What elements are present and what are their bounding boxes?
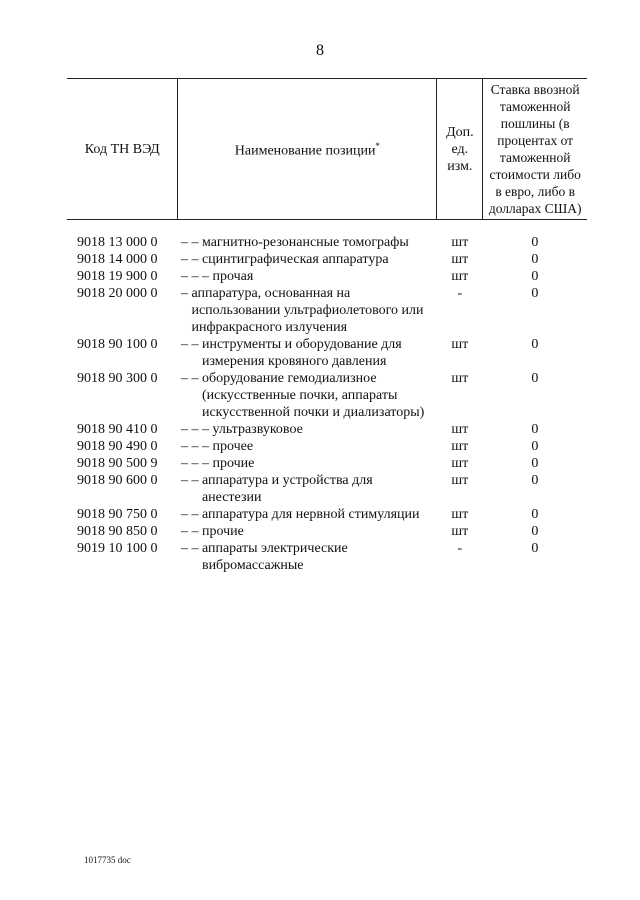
row-code: 9018 19 900 0 — [77, 269, 158, 284]
table-row — [67, 523, 587, 540]
row-name: магнитно-резонансные томографы — [201, 235, 409, 250]
row-name: аппаратура, основанная на использовании ультрафиолетового или инфракрасного излучения — [191, 286, 424, 335]
row-code: 9018 90 490 0 — [77, 439, 158, 454]
header-unit: Доп. ед. изм. — [437, 79, 483, 220]
row-name-cell — [178, 523, 437, 540]
row-name: аппаратура для нервной стимуляции — [201, 507, 420, 522]
row-rate: 0 — [531, 252, 539, 267]
row-level-dashes: – – — [180, 371, 202, 386]
row-rate: 0 — [531, 473, 539, 488]
row-level-dashes: – – — [180, 337, 202, 352]
page-number: 8 — [316, 42, 324, 59]
row-level-dashes: – – — [180, 541, 202, 556]
row-code: 9019 10 100 0 — [77, 541, 158, 556]
document-footer: 1017735 doc — [84, 855, 131, 865]
header-rate: Ставка ввозной таможенной пошлины (в процентах от таможенной стоимости либо в евро, либо в долларах США) — [483, 79, 587, 220]
row-unit: шт — [451, 456, 469, 471]
row-code: 9018 90 500 9 — [77, 456, 158, 471]
row-unit: шт — [451, 337, 469, 352]
row-level-dashes: – – — [180, 507, 202, 522]
row-unit: шт — [451, 371, 469, 386]
table-row — [67, 506, 587, 523]
row-level-dashes: – – — [180, 524, 202, 539]
row-code: 9018 13 000 0 — [77, 235, 158, 250]
row-unit: - — [457, 286, 463, 301]
table-row — [67, 438, 587, 455]
row-unit: шт — [451, 473, 469, 488]
row-code: 9018 90 100 0 — [77, 337, 158, 352]
row-code: 9018 90 750 0 — [77, 507, 158, 522]
row-unit: шт — [451, 524, 469, 539]
header-name — [178, 79, 437, 220]
row-code: 9018 14 000 0 — [77, 252, 158, 267]
tariff-table — [67, 78, 587, 574]
row-name: прочие — [212, 456, 255, 471]
row-name-cell — [178, 506, 437, 523]
row-name-cell — [178, 472, 437, 506]
row-rate: 0 — [531, 269, 539, 284]
table-row — [67, 220, 587, 252]
row-rate: 0 — [531, 422, 539, 437]
row-unit: шт — [451, 252, 469, 267]
row-level-dashes: – – – — [180, 422, 213, 437]
row-level-dashes: – – — [180, 235, 202, 250]
row-rate: 0 — [531, 235, 539, 250]
header-name-label: Наименование позиции — [234, 143, 376, 159]
table-row — [67, 285, 587, 336]
table-row — [67, 421, 587, 438]
row-level-dashes: – – — [180, 252, 202, 267]
table-row — [67, 540, 587, 574]
table-row — [67, 251, 587, 268]
row-code: 9018 90 410 0 — [77, 422, 158, 437]
row-level-dashes: – – – — [180, 269, 213, 284]
row-rate: 0 — [531, 337, 539, 352]
row-name-cell — [178, 268, 437, 285]
row-name-cell — [178, 220, 437, 252]
row-name: прочее — [212, 439, 254, 454]
row-name: оборудование гемодиализное (искусственные почки, аппараты искусственной почки и диализаторы) — [201, 371, 425, 420]
row-level-dashes: – – — [180, 473, 202, 488]
row-rate: 0 — [531, 286, 539, 301]
row-rate: 0 — [531, 524, 539, 539]
row-name-cell — [178, 421, 437, 438]
table-row — [67, 268, 587, 285]
table-row — [67, 472, 587, 506]
row-unit: шт — [451, 235, 469, 250]
table-body — [67, 220, 587, 575]
header-code: Код ТН ВЭД — [67, 79, 178, 220]
row-name-cell — [178, 370, 437, 421]
row-rate: 0 — [531, 456, 539, 471]
row-rate: 0 — [531, 439, 539, 454]
row-unit: - — [457, 541, 463, 556]
row-unit: шт — [451, 439, 469, 454]
row-code: 9018 90 600 0 — [77, 473, 158, 488]
row-name: сцинтиграфическая аппаратура — [201, 252, 389, 267]
row-unit: шт — [451, 422, 469, 437]
table-row — [67, 455, 587, 472]
row-code: 9018 90 850 0 — [77, 524, 158, 539]
row-name: ультразвуковое — [212, 422, 303, 437]
row-level-dashes: – – – — [180, 439, 213, 454]
header-name-footnote-mark: * — [375, 141, 381, 152]
row-code: 9018 20 000 0 — [77, 286, 158, 301]
row-unit: шт — [451, 507, 469, 522]
table-row — [67, 336, 587, 370]
row-unit: шт — [451, 269, 469, 284]
row-rate: 0 — [531, 371, 539, 386]
row-name: аппаратура и устройства для анестезии — [201, 473, 373, 505]
row-name-cell — [178, 438, 437, 455]
row-name: аппараты электрические вибромассажные — [201, 541, 348, 573]
table-row — [67, 370, 587, 421]
row-rate: 0 — [531, 507, 539, 522]
row-level-dashes: – — [180, 286, 192, 301]
table-header — [67, 79, 587, 220]
row-name-cell — [178, 336, 437, 370]
row-name: инструменты и оборудование для измерения кровяного давления — [201, 337, 402, 369]
row-code: 9018 90 300 0 — [77, 371, 158, 386]
row-name-cell — [178, 251, 437, 268]
row-name-cell — [178, 455, 437, 472]
row-rate: 0 — [531, 541, 539, 556]
row-name: прочая — [212, 269, 254, 284]
row-level-dashes: – – – — [180, 456, 213, 471]
row-name-cell — [178, 540, 437, 574]
row-name: прочие — [201, 524, 244, 539]
row-name-cell — [178, 285, 437, 336]
